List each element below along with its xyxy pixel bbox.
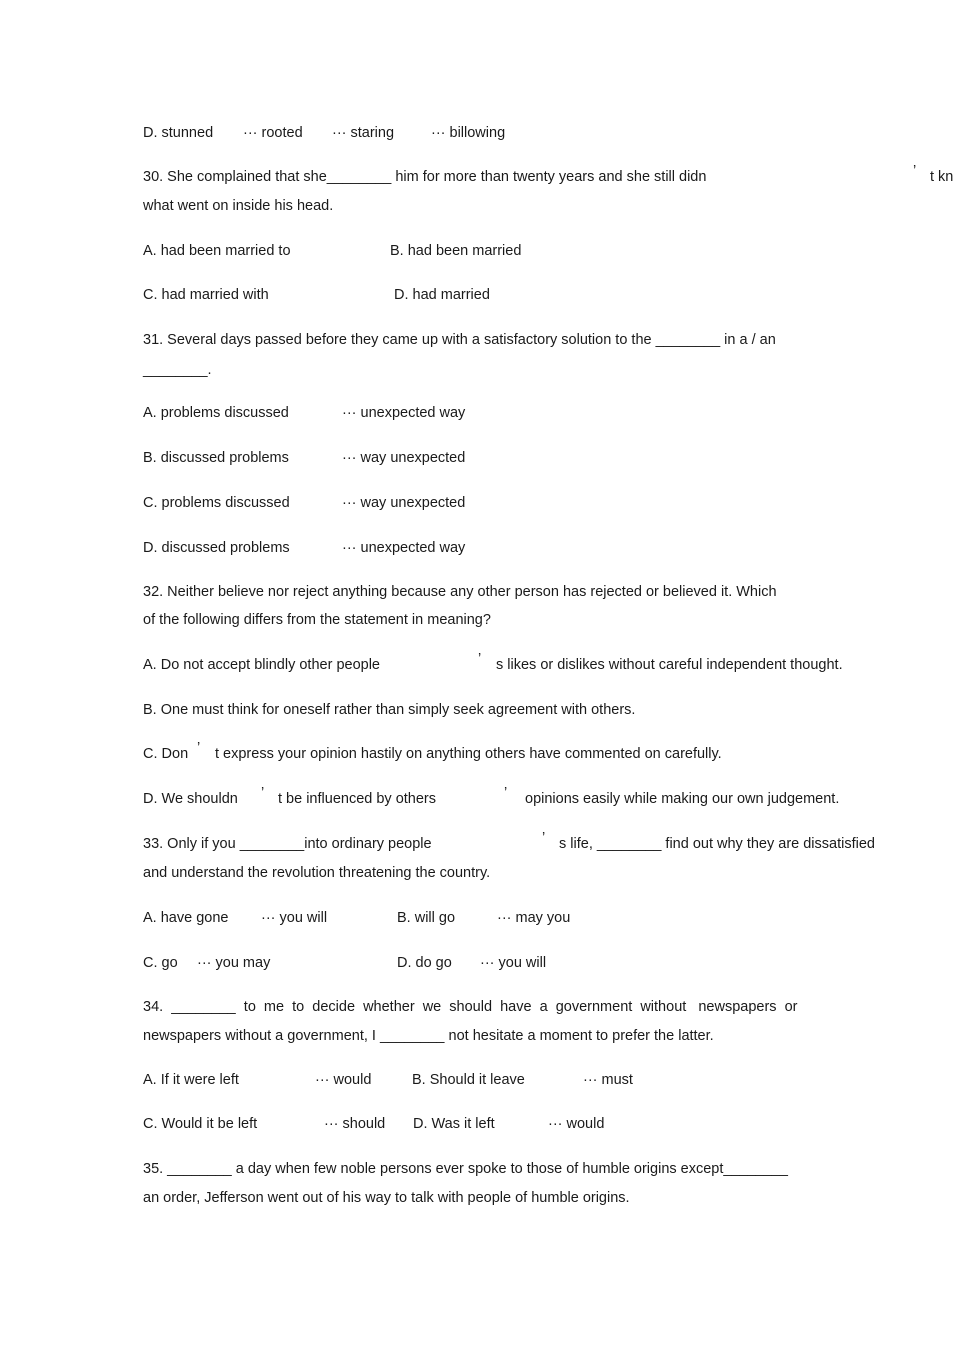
q33-option-c-pair: ··· you may <box>197 955 271 971</box>
q34-option-c: C. Would it be left <box>143 1116 258 1132</box>
q35-stem-line2: an order, Jefferson went out of his way to talk with people of humble origins. <box>143 1190 630 1206</box>
q33-option-b: B. will go <box>397 910 456 926</box>
q30-option-c: C. had married with <box>143 287 269 303</box>
q32-option-c-part1: C. Don <box>143 746 189 762</box>
q30-option-d: D. had married <box>394 287 490 303</box>
q31-option-a: A. problems discussed <box>143 405 289 421</box>
q34-stem-line2: newspapers without a government, I ________ not hesitate a moment to prefer the latter. <box>143 1028 714 1044</box>
q30-apostrophe: ’ <box>913 163 917 179</box>
q31-option-a-pair: ··· unexpected way <box>342 405 466 421</box>
q32-option-d-part1: D. We shouldn <box>143 791 238 807</box>
q33-option-a: A. have gone <box>143 910 229 926</box>
q32-option-c-part2: t express your opinion hastily on anything others have commented on carefully. <box>215 746 722 762</box>
q31-option-d-pair: ··· unexpected way <box>342 540 466 556</box>
q33-stem-line2: and understand the revolution threatening the country. <box>143 865 491 881</box>
q33-option-d: D. do go <box>397 955 452 971</box>
q31-stem-line2: ________. <box>143 362 212 378</box>
q34-option-a: A. If it were left <box>143 1072 239 1088</box>
q32-option-a-apostrophe: ’ <box>478 651 482 667</box>
q32-option-d-part2: t be influenced by others <box>278 791 436 807</box>
q33-stem-apostrophe: ’ <box>542 830 546 846</box>
q29-d-part4: ··· billowing <box>431 125 506 141</box>
q31-stem-line1: 31. Several days passed before they came up with a satisfactory solution to the ________ in a / an <box>143 332 776 348</box>
q30-stem-tail: t kn <box>930 169 953 185</box>
q33-option-c: C. go <box>143 955 178 971</box>
q32-option-a-part2: s likes or dislikes without careful independent thought. <box>496 657 843 673</box>
q30-stem-line1: 30. She complained that she________ him for more than twenty years and she still didn <box>143 169 707 185</box>
q33-stem-part2: s life, ________ find out why they are dissatisfied <box>559 836 875 852</box>
q31-option-c-pair: ··· way unexpected <box>342 495 466 511</box>
q34-option-a-pair: ··· would <box>315 1072 372 1088</box>
q33-option-b-pair: ··· may you <box>497 910 571 926</box>
q29-d-part1: D. stunned <box>143 125 214 141</box>
q32-option-d-apostrophe1: ’ <box>261 785 265 801</box>
q32-option-a-part1: A. Do not accept blindly other people <box>143 657 380 673</box>
q30-option-b: B. had been married <box>390 243 522 259</box>
q29-d-part2: ··· rooted <box>243 125 303 141</box>
q32-stem-line2: of the following differs from the statement in meaning? <box>143 612 491 628</box>
q30-option-a: A. had been married to <box>143 243 291 259</box>
q32-option-c-apostrophe: ’ <box>197 740 201 756</box>
q29-d-part3: ··· staring <box>332 125 395 141</box>
q34-option-b-pair: ··· must <box>583 1072 633 1088</box>
q33-option-d-pair: ··· you will <box>480 955 547 971</box>
q32-option-b: B. One must think for oneself rather than simply seek agreement with others. <box>143 702 636 718</box>
q35-stem-line1: 35. ________ a day when few noble persons ever spoke to those of humble origins except________ <box>143 1161 788 1177</box>
q32-stem-line1: 32. Neither believe nor reject anything because any other person has rejected or believed it. Which <box>143 584 777 600</box>
q34-option-c-pair: ··· should <box>324 1116 386 1132</box>
q31-option-b-pair: ··· way unexpected <box>342 450 466 466</box>
q30-stem-line2: what went on inside his head. <box>143 198 334 214</box>
q31-option-b: B. discussed problems <box>143 450 289 466</box>
q33-stem-part1: 33. Only if you ________into ordinary people <box>143 836 432 852</box>
q31-option-c: C. problems discussed <box>143 495 290 511</box>
q34-option-d: D. Was it left <box>413 1116 495 1132</box>
q34-option-b: B. Should it leave <box>412 1072 525 1088</box>
q34-stem-line1: 34. ________ to me to decide whether we should have a government without newspapers or <box>143 999 798 1015</box>
q33-option-a-pair: ··· you will <box>261 910 328 926</box>
q32-option-d-apostrophe2: ’ <box>504 785 508 801</box>
q32-option-d-part3: opinions easily while making our own judgement. <box>525 791 840 807</box>
q34-option-d-pair: ··· would <box>548 1116 605 1132</box>
q31-option-d: D. discussed problems <box>143 540 290 556</box>
